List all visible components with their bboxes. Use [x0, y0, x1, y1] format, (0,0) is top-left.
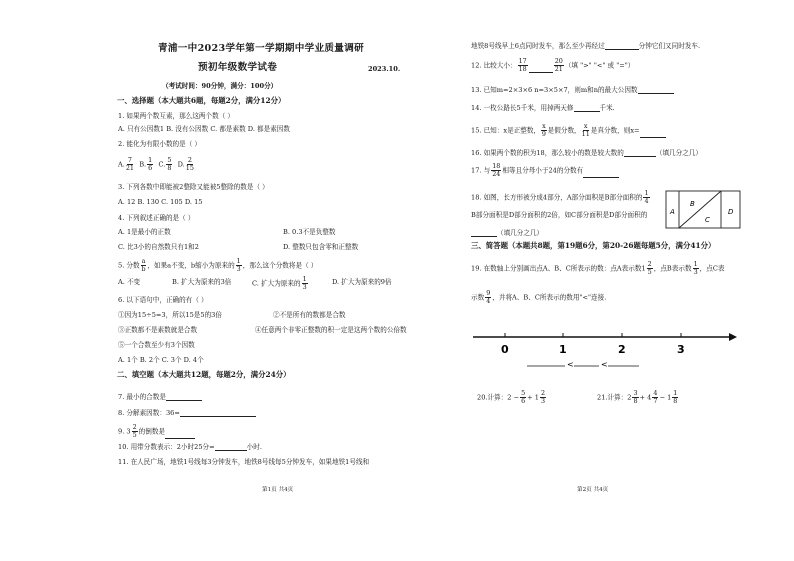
- rectangle-diagram: [665, 190, 742, 230]
- diagram-diagonal: [679, 191, 721, 228]
- question-4-option-b: B. 0.3不是负整数: [283, 228, 336, 236]
- question-6-statement-2: ②不是所有的数都是合数: [273, 311, 346, 319]
- exam-title: 青浦一中2023学年第一学期期中学业质量调研: [158, 43, 364, 54]
- question-5-option-c: C. 扩大为原来的 $\frac{1}{3}$: [252, 275, 307, 291]
- compare-sign-1: <: [567, 360, 574, 369]
- question-2-options: A. $\frac{7}{21}$ B. $\frac{1}{6}$ C. $\frac{5}{8}$ D. $\frac{2}{15}$: [118, 156, 194, 172]
- question-6-statement-4: ④任意两个非零正整数的积一定是这两个数的公倍数: [255, 326, 407, 334]
- question-1: 1. 如果两个数互素，那么这两个数（ ）: [118, 112, 234, 120]
- question-18-part-1: 18. 如图，长方形被分成4部分，A部分面积是B部分面积的 $\frac{1}{4}$: [471, 189, 649, 205]
- question-8: 8. 分解素因数：36=: [118, 409, 256, 417]
- section-2-heading: 二、填空题（本大题共12题，每题2分，满分24分）: [117, 370, 291, 379]
- question-5-option-b: B. 扩大为原来的3倍: [172, 278, 232, 286]
- question-4-option-d: D. 整数只包含零和正整数: [283, 243, 359, 251]
- number-line-arrow: [729, 333, 737, 341]
- exam-date: 2023.10.: [368, 65, 401, 73]
- question-6: 6. 以下语句中，正确的有（ ）: [118, 296, 208, 304]
- question-14: 14. 一枚公路长5千米，用掉两天修 千米.: [471, 104, 615, 112]
- question-2: 2. 能化为有限小数的是（ ）: [118, 140, 202, 148]
- question-6-statement-3: ③正数都不是素数就是合数: [118, 326, 198, 334]
- question-6-statement-1: ①因为15÷5=3，所以15是5的3倍: [118, 311, 222, 319]
- question-4-option-c: C. 比3小的自然数只有1和2: [118, 243, 199, 251]
- question-6-statement-5: ⑤一个合数至少有3个因数: [118, 341, 195, 349]
- question-21: 21.计算：2 $\frac{3}{8}$ + 4 $\frac{4}{7}$ − 1 $\frac{1}{8}$: [597, 389, 678, 405]
- tick-label-1: 1: [559, 343, 567, 356]
- section-3-heading: 三、简答题（本题共8题，第19题6分，第20-26题每题5分，满分41分）: [471, 241, 716, 250]
- section-1-heading: 一、选择题（本大题共6题，每题2分，满分12分）: [117, 96, 286, 105]
- question-4-option-a: A. 1是最小的正数: [118, 228, 171, 236]
- compare-sign-2: <: [601, 360, 608, 369]
- question-11-part-1: 11. 在人民广场，地铁1号线每3分钟发车，地铁8号线每5分钟发车，如果地铁1号线和: [118, 458, 370, 466]
- question-13: 13. 已知m=2×3×6 n=3×5×7，则m和n的最大公因数: [471, 86, 674, 94]
- question-16: 16. 如果两个数的积为18，那么较小的数是较大数的 （填几分之几）: [471, 149, 703, 157]
- page-2-footer: 第2页 共4页: [577, 487, 609, 493]
- question-10: 10. 用带分数表示：2小时25分= 小时.: [118, 443, 262, 451]
- question-5: 5. 分数 $\frac{a}{b}$ ，如果a不变，b缩小为原来的 $\frac{1}{3}$ ，那么这个分数将是（ ）: [118, 257, 318, 273]
- exam-subtitle: 预初年级数学试卷: [198, 62, 278, 73]
- question-19-part-1: 19. 在数轴上分别画出点A、B、C所表示的数：点A表示数1 $\frac{2}{5}$ ，点B表示数 $\frac{1}{3}$ ，点C表: [471, 260, 725, 276]
- question-19-part-2: 示数 $\frac{9}{4}$ ，并将A、B、C所表示的数用"<"连接.: [471, 289, 607, 305]
- question-5-option-a: A. 不变: [118, 278, 141, 286]
- tick-label-3: 3: [677, 343, 685, 356]
- exam-page-2: [405, 0, 794, 561]
- diagram-label-a: A: [670, 208, 675, 216]
- exam-info: （考试时间：90分钟，满分：100分）: [162, 82, 278, 90]
- question-5-option-d: D. 扩大为原来的9倍: [332, 278, 392, 286]
- question-18-part-2: B部分面积是D部分面积的2倍，如C部分面积是D部分面积的: [471, 211, 648, 219]
- number-line: [471, 330, 741, 372]
- question-18-part-3: （填几分之几）: [471, 229, 543, 237]
- question-12: 12. 比较大小： $\frac{17}{18}$ $\frac{20}{21}$ （填 ">" "<" 或 "="）: [471, 57, 635, 73]
- page-1-footer: 第1页 共4页: [262, 487, 294, 493]
- question-20: 20.计算：2 − $\frac{5}{6}$ + 1 $\frac{2}{3}$: [477, 389, 546, 405]
- question-9: 9. 3 $\frac{2}{5}$ 的倒数是: [118, 424, 195, 439]
- question-3: 3. 下列各数中即能被2整除又能被5整除的数是（ ）: [118, 183, 269, 191]
- question-3-options: A. 12 B. 130 C. 105 D. 15: [118, 198, 203, 206]
- question-6-options: A. 1个 B. 2个 C. 3个 D. 4个: [118, 356, 204, 364]
- tick-label-2: 2: [618, 343, 626, 356]
- question-1-options: A. 只有公因数1 B. 没有公因数 C. 都是素数 D. 都是素因数: [118, 125, 290, 133]
- diagram-label-b: B: [690, 200, 695, 208]
- diagram-label-c: C: [705, 216, 710, 224]
- question-4: 4. 下列叙述正确的是（ ）: [118, 214, 195, 222]
- question-11-part-2: 地铁8号线早上6点同时发车，那么至少再经过 分钟它们又同时发车.: [471, 42, 701, 50]
- question-7: 7. 最小的合数是: [118, 393, 202, 401]
- question-15: 15. 已知：x是正整数， $\frac{x}{9}$ 是假分数， $\frac{x}{11}$ 是真分数，则x=: [471, 123, 666, 138]
- tick-label-0: 0: [501, 343, 509, 356]
- diagram-label-d: D: [728, 208, 734, 216]
- question-17: 17. 与 $\frac{18}{24}$ 相等且分母小于24的分数有: [471, 163, 619, 178]
